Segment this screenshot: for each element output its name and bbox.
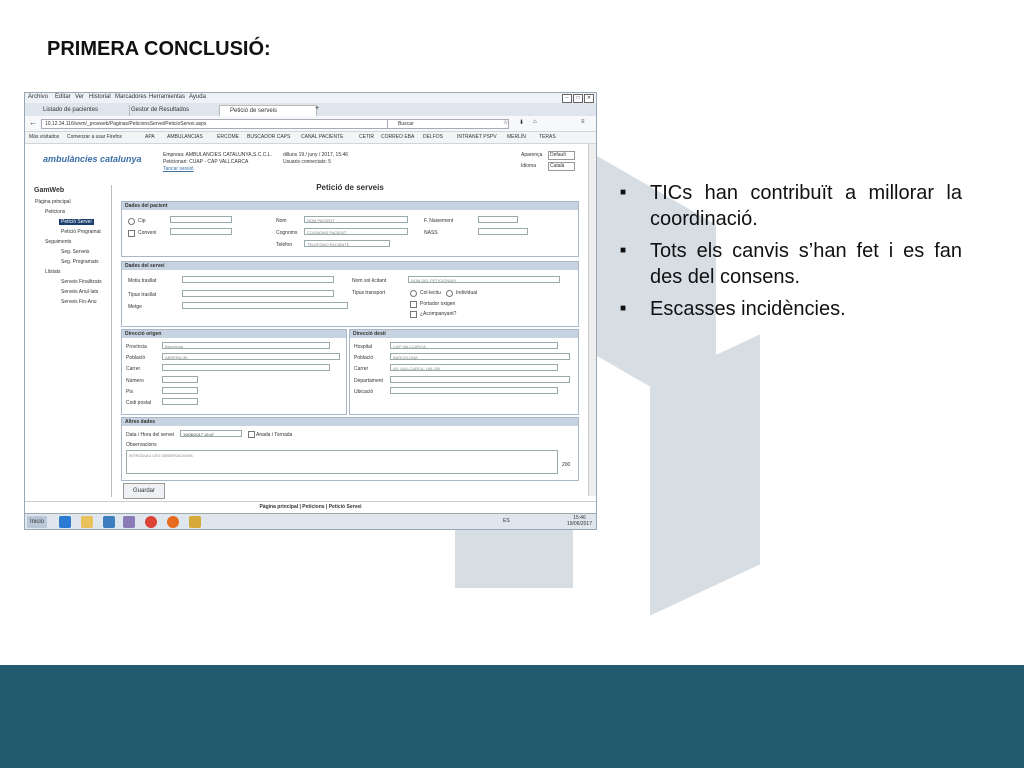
panel-header: Dades del servei xyxy=(122,262,578,270)
media-icon[interactable] xyxy=(123,516,135,528)
embedded-screenshot xyxy=(24,92,597,530)
bookmark-item[interactable]: DELFOS xyxy=(423,134,444,140)
menu-marcadores[interactable]: Marcadores xyxy=(115,94,147,100)
origin-panel: Direcció origen Província Barcelona Població ABRERA (B) Carrer Número Pis Codi postal xyxy=(121,329,347,415)
app-header xyxy=(25,144,596,176)
other-data-panel: Altres dades Data i Hora del servei 19/06/2017 15:47 Anada i Tornada Observacions INTRODUIU LES OBSERVACIONS 200 xyxy=(121,417,579,481)
home-icon[interactable]: ⌂ xyxy=(533,119,537,125)
tree-item[interactable]: Pàgina principal xyxy=(35,199,71,205)
square-bullet-icon: ■ xyxy=(620,303,627,314)
main-form xyxy=(121,181,579,497)
panel-header: Direcció destí xyxy=(350,330,578,338)
bookmark-item[interactable]: CETIR xyxy=(359,134,374,140)
minimize-icon[interactable]: – xyxy=(562,94,572,103)
header-date: dilluns 19 / juny / 2017, 15:46 Usuaris connectats: 5 xyxy=(283,152,349,165)
start-button[interactable]: Inicio xyxy=(27,516,47,528)
menu-ver[interactable]: Ver xyxy=(75,94,85,100)
tree-item-active[interactable]: Petició Servei xyxy=(61,219,92,225)
save-button[interactable]: Guardar xyxy=(123,483,165,499)
conveni-select[interactable] xyxy=(170,228,232,235)
tree-item[interactable]: Petició Programat xyxy=(61,229,101,235)
cip-radio[interactable] xyxy=(128,218,135,225)
individual-radio[interactable] xyxy=(446,290,453,297)
language-select[interactable]: Català xyxy=(548,162,575,171)
tree-item[interactable]: Seg. Programats xyxy=(61,259,99,265)
logout-link[interactable]: Tancar sessió xyxy=(163,166,194,172)
browser-tabbar xyxy=(25,103,596,116)
telefon-input[interactable]: TELEFONO PACIENTE xyxy=(304,240,390,247)
bookmarks-bar xyxy=(25,132,596,144)
hospital-select[interactable]: CAP VALLCARCA - xyxy=(390,342,558,349)
anada-tornada-checkbox[interactable] xyxy=(248,431,255,438)
tab-peticio[interactable]: Petició de serveis xyxy=(219,105,317,117)
menu-herramientas[interactable]: Herramientas xyxy=(149,94,186,100)
page-title: Petició de serveis xyxy=(316,183,384,192)
bookmark-item[interactable]: Más visitados xyxy=(29,134,60,140)
menu-editar[interactable]: Editar xyxy=(55,94,71,100)
bookmark-item[interactable]: BUSCADOR CAPS xyxy=(247,134,291,140)
square-bullet-icon: ■ xyxy=(620,245,627,256)
back-icon[interactable]: ← xyxy=(29,118,37,127)
motiu-select[interactable] xyxy=(182,276,334,283)
firefox-icon[interactable] xyxy=(167,516,179,528)
clock[interactable]: 15:46 19/06/2017 xyxy=(566,515,592,527)
provincia-select[interactable]: Barcelona xyxy=(162,342,330,349)
bookmark-item[interactable]: Comenzar a usar Firefox xyxy=(67,134,123,140)
conveni-checkbox[interactable] xyxy=(128,230,135,237)
tab-gestor[interactable]: Gestor de Resultados xyxy=(121,105,228,116)
observacions-textarea[interactable]: INTRODUIU LES OBSERVACIONS xyxy=(126,450,558,474)
bookmark-item[interactable]: MERLÍN xyxy=(507,134,526,140)
service-panel: Dades del servei Motiu trasllat Tipus trasllat Metge Nom sol·licitant NOM DEL PETICIONARI Tipus transport Col·lectiu Individual Portador oxigen ¿Acompanyant? xyxy=(121,261,579,327)
sidebar xyxy=(29,185,112,497)
bullet-item: ■ Escasses incidències. xyxy=(620,298,846,320)
tipus-select[interactable] xyxy=(182,290,334,297)
panel-header: Altres dades xyxy=(122,418,578,426)
app-icon[interactable] xyxy=(103,516,115,528)
bullet-item: ■ TICs han contribuït a millorar la coordinació. xyxy=(620,182,962,230)
tab-listado[interactable]: Listado de pacientes xyxy=(33,105,130,116)
language-indicator[interactable]: ES xyxy=(503,518,510,524)
birthdate-input[interactable] xyxy=(478,216,518,223)
windows-taskbar xyxy=(25,513,596,530)
dest-carrer-input[interactable]: AV. VALLCARCA, 169-205 xyxy=(390,364,558,371)
chrome-icon[interactable] xyxy=(145,516,157,528)
tree-item[interactable]: Peticions xyxy=(45,209,66,215)
square-bullet-icon: ■ xyxy=(620,187,627,198)
bookmark-star-icon[interactable]: ☆ xyxy=(503,120,509,126)
breadcrumb: Pàgina principal | Peticions | Petició Servei xyxy=(25,501,596,512)
maximize-icon[interactable]: □ xyxy=(573,94,583,103)
bookmark-item[interactable]: APA xyxy=(145,134,155,140)
solicitant-input[interactable]: NOM DEL PETICIONARI xyxy=(408,276,560,283)
slide-title: PRIMERA CONCLUSIÓ: xyxy=(47,38,271,60)
numero-input[interactable] xyxy=(162,376,198,383)
new-tab-icon[interactable]: + xyxy=(315,105,320,112)
deco-shape-right xyxy=(650,334,760,615)
scrollbar[interactable] xyxy=(588,144,596,496)
carrer-input[interactable] xyxy=(162,364,330,371)
menu-archivo[interactable]: Archivo xyxy=(28,94,49,100)
appearance-select[interactable]: Default xyxy=(548,151,575,160)
bookmark-item[interactable]: INTRANET PSPV xyxy=(457,134,497,140)
destination-panel: Direcció destí Hospital CAP VALLCARCA - Població BARCELONA Carrer AV. VALLCARCA, 169-205 Departament Ubicació xyxy=(349,329,579,415)
panel-header: Dades del pacient xyxy=(122,202,578,210)
appearance-label: Aparença xyxy=(521,152,543,158)
cognoms-input[interactable]: COGNOMS PACIENT xyxy=(304,228,408,235)
bullet-item: ■ Tots els canvis s’han fet i es fan des del consens. xyxy=(620,240,962,288)
language-label: Idioma xyxy=(521,163,537,169)
browser-navbar xyxy=(25,116,596,132)
browser-menubar xyxy=(25,93,596,103)
download-icon[interactable]: ⬇ xyxy=(519,120,525,126)
bookmark-item[interactable]: ERCOME xyxy=(217,134,239,140)
window-controls xyxy=(562,94,594,103)
ubicacio-input[interactable] xyxy=(390,387,558,394)
cip-input[interactable] xyxy=(170,216,232,223)
poblacio-select[interactable]: ABRERA (B) xyxy=(162,353,340,360)
tree-item[interactable]: Llistats xyxy=(45,269,61,275)
char-counter: 200 xyxy=(562,462,571,468)
url-bar[interactable]: 10.12.34.116/wvm/_prosweb/Paginas/PeticionsServei/PeticioServei.aspx xyxy=(41,119,392,129)
menu-icon[interactable]: ≡ xyxy=(581,119,585,125)
tree-item[interactable]: Seg. Serveis xyxy=(61,249,90,255)
codi-postal-input[interactable] xyxy=(162,398,198,405)
acompanyant-checkbox[interactable] xyxy=(410,311,417,318)
portador-checkbox[interactable] xyxy=(410,301,417,308)
ie-icon[interactable] xyxy=(59,516,71,528)
metge-select[interactable] xyxy=(182,302,348,309)
panel-header: Direcció origen xyxy=(122,330,346,338)
tree-item[interactable]: Serveis Fin-Anu xyxy=(61,299,97,305)
app-logo: ambulàncies catalunya xyxy=(43,154,142,164)
colectiu-radio[interactable] xyxy=(410,290,417,297)
folder-icon[interactable] xyxy=(81,516,93,528)
menu-ayuda[interactable]: Ayuda xyxy=(189,94,206,100)
close-icon[interactable]: ✕ xyxy=(584,94,594,103)
sidebar-brand: GamWeb xyxy=(34,187,65,194)
pis-input[interactable] xyxy=(162,387,198,394)
tree-item[interactable]: Seguiments xyxy=(45,239,72,245)
departament-select[interactable] xyxy=(390,376,570,383)
bookmark-item[interactable]: TERAS xyxy=(539,134,556,140)
bullet-list xyxy=(620,180,962,328)
dest-poblacio-select[interactable]: BARCELONA xyxy=(390,353,570,360)
nom-input[interactable]: NOM PACIENT xyxy=(304,216,408,223)
nass-input[interactable] xyxy=(478,228,528,235)
bookmark-item[interactable]: CORREO EBA xyxy=(381,134,415,140)
footer-band xyxy=(0,665,1024,768)
tree-item[interactable]: Serveis Anul·lats xyxy=(61,289,99,295)
menu-historial[interactable]: Historial xyxy=(89,94,111,100)
datetime-input[interactable]: 19/06/2017 15:47 xyxy=(180,430,242,437)
search-input[interactable]: Buscar xyxy=(387,119,509,129)
patient-panel: Dades del pacient Cip Conveni Nom NOM PACIENT Cognoms COGNOMS PACIENT Telèfon TELEFONO PACIENTE F. Naixement NASS xyxy=(121,201,579,257)
header-info: Empresa: AMBULANCIES CATALUNYA,S.C.C.L. Peticionari: CUAP - CAP VALLCARCA Tancar sessió xyxy=(163,152,272,172)
bookmark-item[interactable]: AMBULANCIAS xyxy=(167,134,203,140)
paint-icon[interactable] xyxy=(189,516,201,528)
bookmark-item[interactable]: CANAL PACIENTE xyxy=(301,134,344,140)
tree-item[interactable]: Serveis Finalitzats xyxy=(61,279,102,285)
